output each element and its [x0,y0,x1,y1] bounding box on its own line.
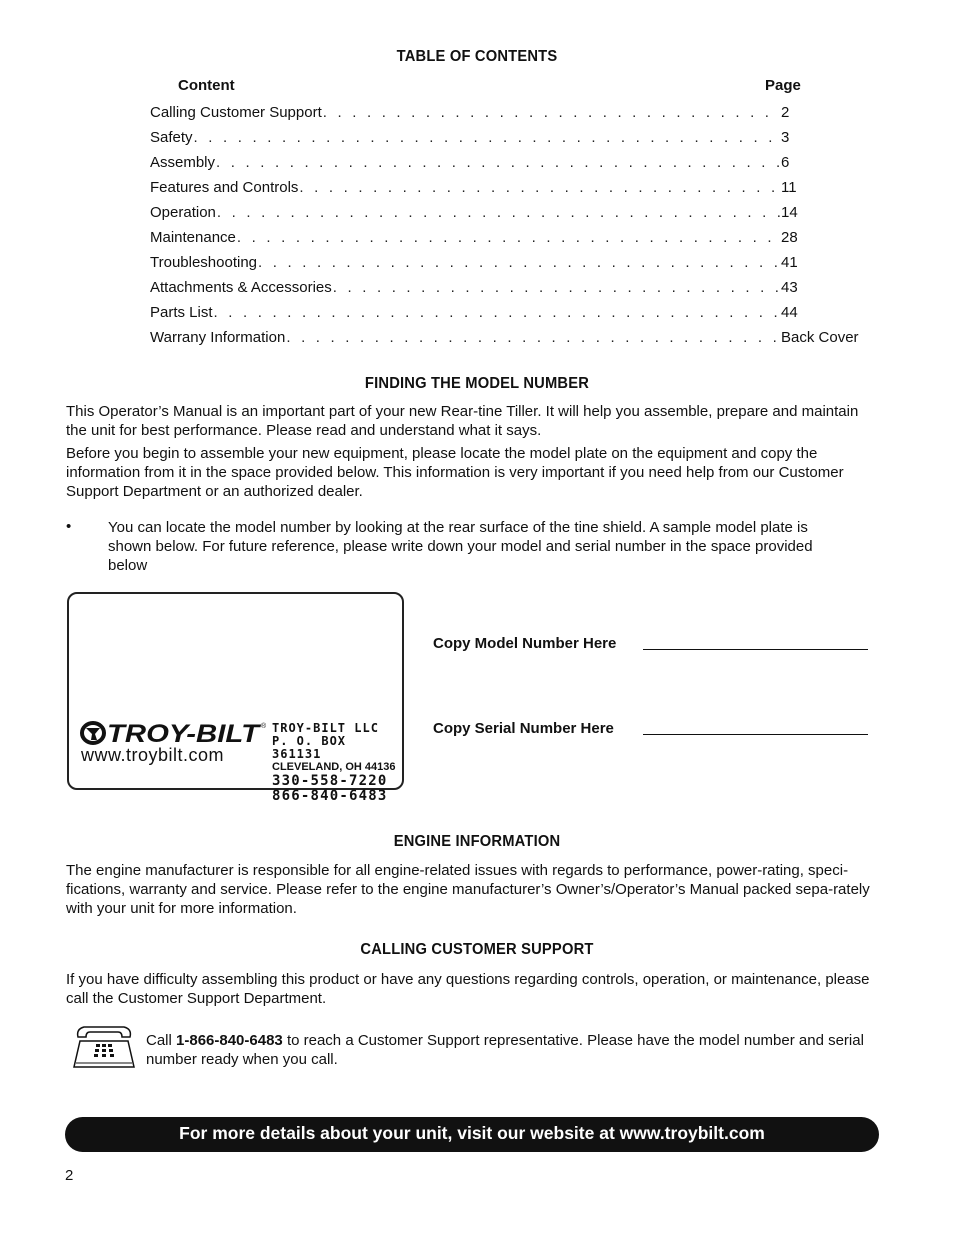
toc-leader-dots [214,304,780,321]
copy-serial-label: Copy Serial Number Here [433,720,614,737]
toc-leader-dots [258,254,780,271]
engine-section-title: ENGINE INFORMATION [393,833,561,850]
toc-entry-page: 43 [781,279,798,296]
troy-bilt-logo-text: TROY-BILT [107,720,263,746]
website-banner: For more details about your unit, visit our website at www.troybilt.com [65,1117,879,1152]
plate-address [272,722,402,804]
toc-entry-label: Parts List [150,304,213,321]
model-plate [67,592,404,804]
page-number: 2 [65,1167,74,1184]
toc-entry-page: Back Cover [781,329,859,346]
toc-leader-dots [323,104,780,121]
toc-entry-label: Features and Controls [150,179,299,196]
toc-entry-page: 2 [781,104,790,121]
plate-city: CLEVELAND, OH 44136 [272,761,396,773]
copy-model-label: Copy Model Number Here [433,635,617,652]
plate-pobox: P. O. BOX 361131 [272,734,347,761]
support-paragraph: If you have difficulty assembling this product or have any questions regarding controls, operation, or maintenance, please call the Customer Support Department. [66,971,870,1007]
model-number-line[interactable] [643,638,868,650]
toc-entry-label: Assembly [150,154,216,171]
serial-number-line[interactable] [643,723,868,735]
call-prefix: Call [146,1032,177,1049]
plate-website: www.troybilt.com [81,745,225,765]
model-bullet-text: You can locate the model number by looking at the rear surface of the tine shield. A sample model plate is shown below. For future reference, please write down your model and serial number in the space provided below [108,519,813,574]
registered-mark: ® [261,723,267,730]
toc-entry [150,154,865,179]
model-paragraph-2: Before you begin to assemble your new equipment, please locate the model plate on the equipment and copy the information from it in the space provided below. This information is very important if you need help from our Customer Support Department or an authorized dealer. [66,445,844,500]
toc-leader-dots [237,229,780,246]
toc-list [150,104,865,354]
support-phone-number: 1-866-840-6483 [176,1032,283,1049]
bullet-mark: • [66,518,72,535]
toc-leader-dots [194,129,780,146]
toc-leader-dots [333,279,780,296]
plate-company: TROY-BILT LLC [272,721,379,735]
toc-entry [150,229,865,254]
toc-entry-page: 44 [781,304,798,321]
toc-entry-label: Attachments & Accessories [150,279,332,296]
model-paragraph-1: This Operator’s Manual is an important part of your new Rear-tine Tiller. It will help you assemble, prepare and maintain the unit for best performance. Please read and understand what it says. [66,403,859,439]
toc-entry-page: 6 [781,154,790,171]
toc-entry [150,104,865,129]
toc-entry-page: 28 [781,229,798,246]
toc-leader-dots [216,154,780,171]
support-section-title: CALLING CUSTOMER SUPPORT [360,941,594,958]
telephone-icon [72,1023,136,1071]
toc-entry-page: 3 [781,129,790,146]
plate-phone-1: 330-558-7220 [272,773,388,789]
toc-entry-page: 14 [781,204,798,221]
call-support-text [146,1031,866,1069]
engine-paragraph: The engine manufacturer is responsible for all engine-related issues with regards to performance, power-rating, speci-fications, warranty and service. Please refer to the engine manufacturer’s Owner’s/Operator’s Manual packed sepa-rately with your unit for more information. [66,862,870,917]
toc-entry-label: Maintenance [150,229,236,246]
toc-entry-page: 11 [781,179,797,196]
toc-entry [150,254,865,279]
toc-leader-dots [286,329,780,346]
toc-entry [150,279,865,304]
toc-entry-page: 41 [781,254,798,271]
toc-entry-label: Operation [150,204,216,221]
toc-content-header: Content [178,77,235,94]
toc-entry [150,129,865,154]
toc-entry-label: Warrany Information [150,329,286,346]
toc-entry-label: Troubleshooting [150,254,258,271]
plate-phone-2: 866-840-6483 [272,788,388,804]
toc-entry [150,329,865,354]
call-suffix: to reach a Customer Support representative. Please have the model number and serial number ready when you call. [146,1032,864,1068]
toc-entry-label: Calling Customer Support [150,104,322,121]
toc-leader-dots [217,204,780,221]
model-section-title: FINDING THE MODEL NUMBER [364,375,590,392]
toc-entry-label: Safety [150,129,193,146]
toc-entry [150,304,865,329]
toc-entry [150,204,865,229]
troy-bilt-logo [79,720,267,746]
toc-title: TABLE OF CONTENTS [396,48,558,65]
toc-leader-dots [299,179,780,196]
toc-page-header: Page [765,77,801,94]
toc-entry [150,179,865,204]
